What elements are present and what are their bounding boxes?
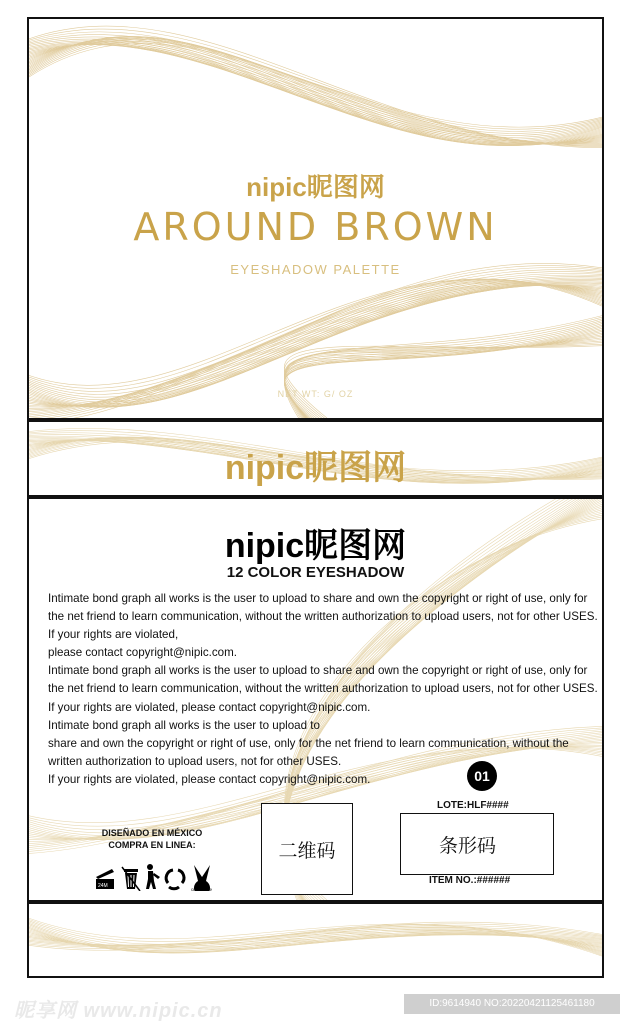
- pao-label: 24M: [98, 883, 108, 889]
- barcode-label: 条形码: [439, 836, 497, 857]
- product-subtitle: EYESHADOW PALETTE: [230, 262, 401, 277]
- symbol-icons: [94, 859, 214, 891]
- text-line: the net friend to learn communication, without the written authorization to upload users, not for other USES.: [48, 610, 598, 624]
- text-line: Intimate bond graph all works is the user to upload to: [48, 718, 320, 732]
- made-in-text: [77, 827, 227, 851]
- gold-wave-pattern: [29, 904, 602, 976]
- text-line: Intimate bond graph all works is the user to upload to share and own the copyright or right of use, only for: [48, 592, 588, 605]
- recycle-icon: [166, 870, 184, 889]
- product-name: 12 COLOR EYESHADOW: [226, 564, 405, 581]
- text-line: If your rights are violated, please contact copyright@nipic.com.: [48, 772, 371, 786]
- description-text: [48, 590, 598, 789]
- watermark-id: ID:9614940 NO:20220421125461180: [404, 994, 620, 1014]
- item-number: ITEM NO.:######: [429, 875, 511, 886]
- text-line: If your rights are violated, please contact copyright@nipic.com.: [48, 700, 371, 714]
- text-line: please contact copyright@nipic.com.: [48, 646, 237, 660]
- watermark-logo: 昵享网 www.nipic.cn: [14, 1000, 223, 1022]
- text-line: share and own the copyright or right of use, only for the net friend to learn communication, without the: [48, 736, 569, 750]
- net-weight: NET WT: G/ OZ: [277, 389, 354, 399]
- flap-panel: [27, 420, 604, 497]
- text-line: Intimate bond graph all works is the user to upload to share and own the copyright or right of use, only for: [48, 664, 588, 678]
- brand-logo: nipic昵图网: [246, 172, 385, 202]
- text-line: the net friend to learn communication, without the written authorization to upload users, not for other USES.: [48, 682, 598, 696]
- cruelty-free-bunny-icon: [191, 865, 213, 891]
- flap-brand-logo: nipic昵图网: [224, 449, 407, 487]
- bottom-flap-panel: [27, 902, 604, 978]
- qr-code-placeholder: [261, 803, 353, 895]
- lot-number: LOTE:HLF####: [437, 800, 509, 811]
- trash-bin-icon: [122, 867, 140, 891]
- made-in-line: DISEÑADO EN MÉXICO: [101, 828, 203, 838]
- text-line: written authorization to upload users, not for other USES.: [48, 754, 342, 768]
- buy-online-line: COMPRA EN LINEA:: [108, 840, 196, 850]
- number-badge: 01: [467, 761, 497, 791]
- back-brand-logo: nipic昵图网: [224, 527, 407, 565]
- cruelty-free-label: crueltyfree: [191, 887, 213, 891]
- front-panel: [27, 17, 604, 420]
- back-panel: [27, 497, 604, 902]
- person-disposal-icon: [146, 864, 160, 889]
- qr-label: 二维码: [278, 840, 336, 862]
- text-line: If your rights are violated,: [48, 628, 179, 642]
- pao-jar-icon: [96, 869, 114, 889]
- product-title: AROUND BROWN: [133, 205, 498, 249]
- barcode-placeholder: [400, 813, 554, 875]
